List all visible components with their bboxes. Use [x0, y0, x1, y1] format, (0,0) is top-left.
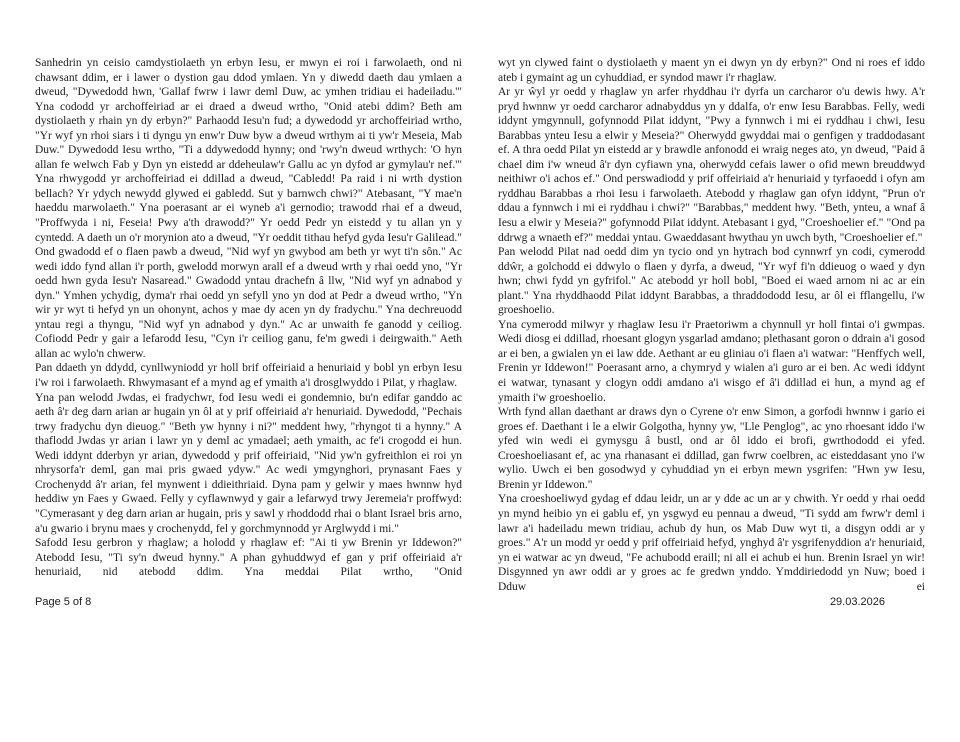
paragraph: wyt yn clywed faint o dystiolaeth y maent yn ei dwyn yn dy erbyn?" Ond ni roes ef iddo ateb i gymaint ag un cyhuddiad, er syndod mawr i'r rhaglaw. [498, 57, 925, 84]
paragraph: Wrth fynd allan daethant ar draws dyn o Cyrene o'r enw Simon, a gorfodi hwnnw i gario ei groes ef. Daethant i le a elwir Golgotha, hynny yw, "Lle Penglog", ac yno rhoesant iddo i'w yfed win wedi ei gymysgu â bustl, ond ar ôl iddo ei brofi, gwrthododd ei yfed. Croeshoeliasant ef, ac yna rhanasant ei ddillad, gan fwrw coelbren, ac eisteddasant yno i'w wylio. Uwch ei ben gosodwyd y cyhuddiad yn ei erbyn mewn ysgrifen: "Hwn yw Iesu, Brenin yr Iddewon." [498, 406, 925, 491]
paragraph: Safodd Iesu gerbron y rhaglaw; a holodd y rhaglaw ef: "Ai ti yw Brenin yr Iddewon?" Atebodd Iesu, "Ti sy'n dweud hynny." A phan gyhuddwyd ef gan y prif offeiriaid a'r henuriaid, nid atebodd ddim. Yna meddai Pilat wrtho, "Onid [35, 537, 462, 579]
page-number-label: Page 5 of 8 [35, 596, 92, 609]
paragraph: Yna pan welodd Jwdas, ei fradychwr, fod Iesu wedi ei gondemnio, bu'n edifar ganddo ac aeth â'r deg darn arian ar hugain yn ôl at y prif offeiriaid a'r henuriaid. Dywedodd, "Pechais trwy fradychu dyn dieuog." "Beth yw hynny i ni?" meddent hwy, "rhyngot ti a hynny." A thaflodd Jwdas yr arian i lawr yn y deml ac ymadael; aeth ymaith, ac fe'i crogodd ei hun. Wedi iddynt dderbyn yr arian, dywedodd y prif offeiriaid, "Nid yw'n gyfreithlon ei roi yn nhrysorfa'r deml, gan mai pris gwaed ydyw." Ac wedi ymgynghori, prynasant Faes y Crochenydd â'r arian, fel mynwent i ddieithriaid. Dyna pam y gelwir y maes hwnnw hyd heddiw yn Faes y Gwaed. Felly y cyflawnwyd y gair a lefarwyd trwy Jeremeia'r proffwyd: "Cymerasant y deg darn arian ar hugain, pris y sawl y rhoddodd rhai o blant Israel bris arno, a'u gwario i brynu maes y crochenydd, fel y gorchmynnodd yr Arglwydd i mi." [35, 391, 462, 535]
paragraph: Pan welodd Pilat nad oedd dim yn tycio ond yn hytrach bod cynnwrf yn codi, cymerodd ddŵr, a golchodd ei ddwylo o flaen y dyrfa, a dweud, "Yr wyf fi'n ddieuog o waed y dyn hwn; chwi fydd yn gyfrifol." Ac atebodd yr holl bobl, "Boed ei waed arnom ni ac ar ein plant." Yna rhyddhaodd Pilat iddynt Barabbas, a thraddododd Iesu, ar ôl ei fflangellu, i'w groeshoelio. [498, 246, 925, 317]
paragraph: Yna cymerodd milwyr y rhaglaw Iesu i'r Praetoriwm a chynnull yr holl fintai o'i gwmpas. Wedi diosg ei ddillad, rhoesant glogyn ysgarlad amdano; plethasant goron o ddrain a'i gosod ar ei ben, a gwialen yn ei law dde. Aethant ar eu gliniau o'i flaen a'i watwar: "Henffych well, Frenin yr Iddewon!" Poerasant arno, a chymryd y wialen a'i guro ar ei ben. Ac wedi iddynt ei watwar, tynasant y clogyn oddi amdano a'i wisgo ef â'i ddillad ei hun, a mynd ag ef ymaith i'w groeshoelio. [498, 318, 925, 404]
text-columns [35, 56, 925, 594]
text-column-left [35, 56, 462, 594]
paragraph: Yna croeshoeliwyd gydag ef ddau leidr, un ar y dde ac un ar y chwith. Yr oedd y rhai oedd yn mynd heibio yn ei gablu ef, yn ysgwyd eu pennau a dweud, "Ti sydd am fwrw'r deml i lawr a'i hadeiladu mewn tridiau, achub dy hun, os Mab Duw wyt ti, a disgyn oddi ar y groes." A'r un modd yr oedd y prif offeiriaid hefyd, ynghyd â'r ysgrifenyddion a'r henuriaid, yn ei watwar ac yn dweud, "Fe achubodd eraill; ni all ei achub ei hun. Brenin Israel yn wir! Disgynned yn awr oddi ar y groes ac fe gredwn ynddo. Ymddiriedodd yn Nuw; boed i Dduw ei [498, 493, 925, 593]
text-column-right [498, 56, 925, 594]
page-footer [35, 596, 925, 608]
paragraph: Sanhedrin yn ceisio camdystiolaeth yn erbyn Iesu, er mwyn ei roi i farwolaeth, ond ni chawsant ddim, er i lawer o dystion gau ddod ymlaen. Yn y diwedd daeth dau ymlaen a dweud, "Dywedodd hwn, 'Gallaf fwrw i lawr deml Duw, ac ymhen tridiau ei hadeiladu.'" Yna cododd yr archoffeiriad ar ei draed a dweud wrtho, "Onid atebi ddim? Beth am dystiolaeth y rhain yn dy erbyn?" Parhaodd Iesu'n fud; a dywedodd yr archoffeiriad wrtho, "Yr wyf yn rhoi siars i ti dyngu yn enw'r Duw byw a dweud wrthym ai ti yw'r Meseia, Mab Duw." Dywedodd Iesu wrtho, "Ti a ddywedodd hynny; ond 'rwy'n dweud wrthych: 'O hyn allan fe welwch Fab y Dyn yn eistedd ar ddeheulaw'r Gallu ac yn dyfod ar gymylau'r nef.'" Yna rhwygodd yr archoffeiriad ei ddillad a dweud, "Cabledd! Pa raid i ni wrth dystion bellach? Yr ydych newydd glywed ei gabledd. Sut y barnwch chwi?" Atebasant, "Y mae'n haeddu marwolaeth." Yna poerasant ar ei wyneb a'i gernodio; trawodd rhai ef a dweud, "Proffwyda i ni, Feseia! Pwy a'th drawodd?" Yr oedd Pedr yn eistedd y tu allan yn y cyntedd. A daeth un o'r morynion ato a dweud, "Yr oeddit tithau hefyd gyda Iesu'r Galilead." Ond gwadodd ef o flaen pawb a dweud, "Nid wyf yn gwybod am beth yr wyt ti'n sôn." Ac wedi iddo fynd allan i'r porth, gwelodd morwyn arall ef a dweud wrth y rhai oedd yno, "Yr oedd hwn gyda Iesu'r Nasaread." Gwadodd yntau drachefn â llw, "Nid wyf yn adnabod y dyn." Ymhen ychydig, dyma'r rhai oedd yn sefyll yno yn dod at Pedr a dweud wrtho, "Yn wir yr wyt ti hefyd yn un ohonynt, achos y mae dy acen yn dy fradychu." Yna dechreuodd yntau regi a thyngu, "Nid wyf yn adnabod y dyn." Ac ar unwaith fe ganodd y ceiliog. Cofiodd Pedr y gair a lefarodd Iesu, "Cyn i'r ceiliog ganu, fe'm gwedi i deirgwaith." Aeth allan ac wylo'n chwerw. [35, 57, 462, 360]
paragraph: Ar yr ŵyl yr oedd y rhaglaw yn arfer rhyddhau i'r dyrfa un carcharor o'u dewis hwy. A'r pryd hwnnw yr oedd carcharor adnabyddus yn y ddalfa, o'r enw Iesu Barabbas. Felly, wedi iddynt ymgynnull, gofynnodd Pilat iddynt, "Pwy a fynnwch i mi ei ryddhau i chwi, Iesu Barabbas ynteu Iesu a elwir y Meseia?" Oherwydd gwyddai mai o genfigen y traddodasant ef. A thra oedd Pilat yn eistedd ar y brawdle anfonodd ei wraig neges ato, yn dweud, "Paid â chael dim i'w wneud â'r dyn cyfiawn yna, oherwydd cefais lawer o ofid mewn breuddwyd neithiwr o'i achos ef." Ond perswadiodd y prif offeiriaid a'r henuriaid y tyrfaoedd i ofyn am ryddhau Barabbas a rhoi Iesu i farwolaeth. Atebodd y rhaglaw gan ofyn iddynt, "Prun o'r ddau a fynnwch i mi ei ryddhau i chwi?" "Barabbas," meddent hwy. "Beth, ynteu, a wnaf â Iesu a elwir y Meseia?" gofynnodd Pilat iddynt. Atebasant i gyd, "Croeshoelier ef." "Ond pa ddrwg a wnaeth ef?" meddai yntau. Gwaeddasant hwythau yn uwch byth, "Croeshoelier ef." [498, 86, 925, 244]
paragraph: Pan ddaeth yn ddydd, cynllwyniodd yr holl brif offeiriaid a henuriaid y bobl yn erbyn Iesu i'w roi i farwolaeth. Rhwymasant ef a mynd ag ef ymaith a'i drosglwyddo i Pilat, y rhaglaw. [35, 362, 462, 390]
date-label: 29.03.2026 [829, 596, 885, 609]
